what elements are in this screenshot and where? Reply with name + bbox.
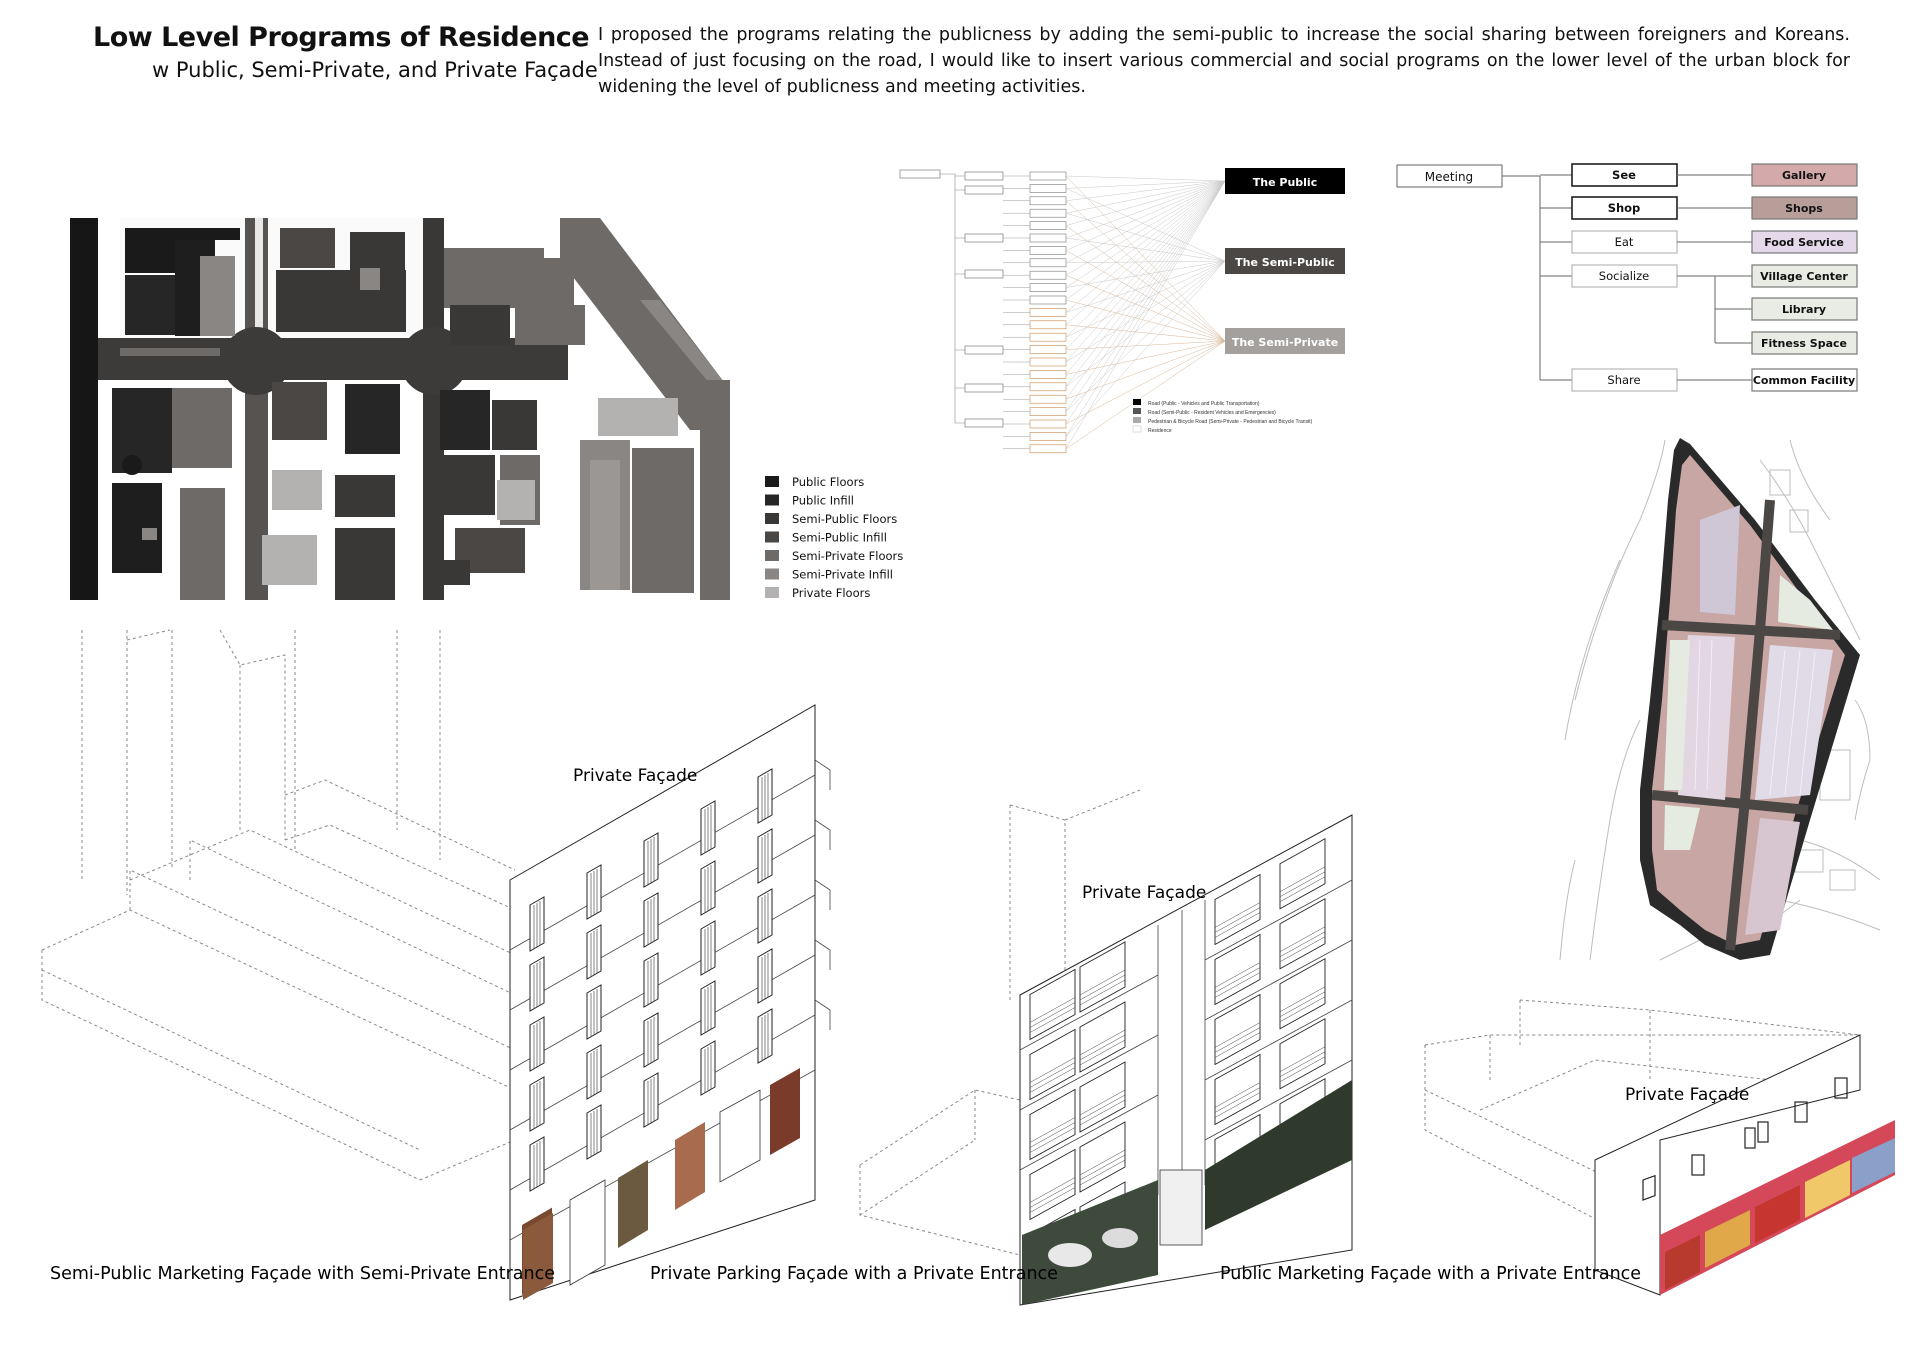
tree-branch-label: Eat (1614, 235, 1634, 249)
chart-program-box (1030, 370, 1066, 378)
legend-swatch (765, 587, 779, 598)
chart-fan-line (1066, 188, 1225, 261)
chart-group-box (965, 186, 1003, 194)
tree-child-label: Common Facility (1752, 374, 1856, 387)
facade-caption-1: Semi-Public Marketing Façade with Semi-Private Entrance (50, 1264, 555, 1284)
chart-fan-line (1066, 181, 1225, 300)
legend-label: Public Infill (792, 493, 855, 508)
legend-swatch (765, 476, 779, 487)
chart-program-box (1030, 432, 1066, 440)
chart-program-box (1030, 172, 1066, 180)
intro-paragraph: I proposed the programs relating the publicness by adding the semi-public to increase the social sharing between foreigners and Koreans. Instead of just focusing on the road, I would like to insert various commercial and social programs on the lower level of the urban block for widening the level of publicness and meeting activities. (598, 25, 1850, 97)
program-chart-legend (1133, 399, 1313, 434)
site-plan (70, 218, 730, 600)
tree-child-label: Food Service (1764, 236, 1844, 249)
chart-root-box (900, 170, 940, 178)
tree-root-label: Meeting (1424, 170, 1474, 184)
chart-fan-line (1066, 181, 1225, 188)
chart-fan-line (1066, 261, 1225, 362)
chart-program-box (1030, 383, 1066, 391)
chart-fan-line (1066, 341, 1225, 374)
chart-program-box (1030, 222, 1066, 230)
chart-group-box (965, 384, 1003, 392)
chart-fan-line (1066, 341, 1225, 399)
chart-program-box (1030, 420, 1066, 428)
legend-swatch (765, 550, 779, 561)
facade-building-3 (1595, 1035, 1895, 1295)
chart-program-box (1030, 333, 1066, 341)
tree-subbranch (1677, 276, 1715, 343)
semi-public-category-label: The Semi-Public (1235, 256, 1335, 269)
tree-branch-label: Shop (1607, 201, 1641, 215)
facade-caption-2: Private Parking Façade with a Private Entrance (650, 1264, 1058, 1284)
chart-fan-line (1066, 341, 1225, 449)
chart-program-box (1030, 197, 1066, 205)
chart-fan-line (1066, 261, 1225, 337)
tree-child-label: Fitness Space (1761, 337, 1847, 350)
chart-fan-line (1066, 181, 1225, 424)
legend-label: Private Floors (792, 586, 871, 600)
chart-program-box (1030, 358, 1066, 366)
chart-fan-line (1066, 181, 1225, 449)
tree-branch-label: Socialize (1598, 269, 1650, 283)
chart-branch-lines (940, 174, 965, 423)
chart-fan-line (1066, 181, 1225, 436)
chart-legend-2: Road (Semi-Public - Resident Vehicles and Emergencies) (1148, 410, 1276, 416)
chart-group-box (965, 346, 1003, 354)
chart-fan-line (1066, 181, 1225, 399)
chart-program-box (1030, 246, 1066, 254)
chart-program-box (1030, 271, 1066, 279)
chart-group-box (965, 419, 1003, 427)
tree-child-label: Library (1781, 303, 1827, 316)
district-map (1560, 438, 1880, 960)
chart-fan-line (1066, 176, 1225, 181)
chart-program-box (1030, 234, 1066, 242)
legend-label: Public Floors (792, 475, 865, 489)
legend-swatch (765, 495, 779, 506)
chart-program-box (1030, 184, 1066, 192)
facade-caption-3: Public Marketing Façade with a Private Entrance (1220, 1264, 1642, 1284)
tree-branch-label: See (1612, 168, 1636, 182)
semi-public-category (1225, 248, 1345, 274)
tree-branch-label: Share (1607, 373, 1641, 387)
public-category-label: The Public (1252, 176, 1318, 189)
legend-label: Semi-Private Infill (792, 567, 893, 582)
chart-program-box (1030, 259, 1066, 267)
legend-label: Semi-Public Floors (792, 512, 898, 526)
wireframe-1 (42, 630, 515, 1180)
public-category (1225, 168, 1345, 194)
legend-swatch (765, 532, 779, 543)
chart-program-box (1030, 408, 1066, 416)
chart-program-box (1030, 445, 1066, 453)
chart-program-box (1030, 284, 1066, 292)
facade-building-1 (510, 705, 830, 1300)
chart-legend-4: Residence (1148, 428, 1172, 434)
private-facade-label-2: Private Façade (1082, 883, 1207, 903)
tree-child-label: Gallery (1781, 169, 1827, 182)
chart-program-box (1030, 209, 1066, 217)
private-facade-label-1: Private Façade (573, 766, 698, 786)
semi-private-category (1225, 328, 1345, 354)
chart-fan-line (1066, 213, 1225, 261)
chart-fan-line (1066, 181, 1225, 350)
chart-program-box (1030, 308, 1066, 316)
chart-group-box (965, 234, 1003, 242)
chart-fan-line (1066, 238, 1225, 261)
tree-trunk (1502, 176, 1540, 380)
chart-program-box (1030, 395, 1066, 403)
chart-group-box (965, 270, 1003, 278)
meeting-tree (1397, 164, 1857, 391)
chart-fan-line (1066, 181, 1225, 325)
page-subtitle: w Public, Semi-Private, and Private Façade (152, 58, 598, 82)
chart-group-box (965, 172, 1003, 180)
legend-label: Semi-Private Floors (792, 549, 904, 563)
private-facade-label-3: Private Façade (1625, 1085, 1750, 1105)
chart-fan-line (1066, 181, 1225, 201)
page-title: Low Level Programs of Residence (93, 22, 590, 53)
tree-child-label: Shops (1785, 202, 1823, 215)
legend-swatch (765, 569, 779, 580)
chart-program-box (1030, 321, 1066, 329)
site-legend (765, 475, 903, 600)
legend-label: Semi-Public Infill (792, 530, 887, 545)
chart-fan-line (1066, 181, 1225, 238)
legend-swatch (765, 513, 779, 524)
chart-legend-3: Pedestrian & Bicycle Road (Semi-Private - Pedestrian and Bicycle Transit) (1148, 419, 1313, 425)
chart-fan-line (1066, 181, 1225, 337)
tree-child-label: Village Center (1760, 270, 1848, 283)
chart-fan-line (1066, 275, 1225, 341)
chart-fan-line (1066, 261, 1225, 312)
chart-program-box (1030, 296, 1066, 304)
chart-legend-1: Road (Public - Vehicles and Public Transportation) (1148, 401, 1260, 407)
semi-private-category-label: The Semi-Private (1231, 336, 1339, 349)
chart-program-box (1030, 346, 1066, 354)
